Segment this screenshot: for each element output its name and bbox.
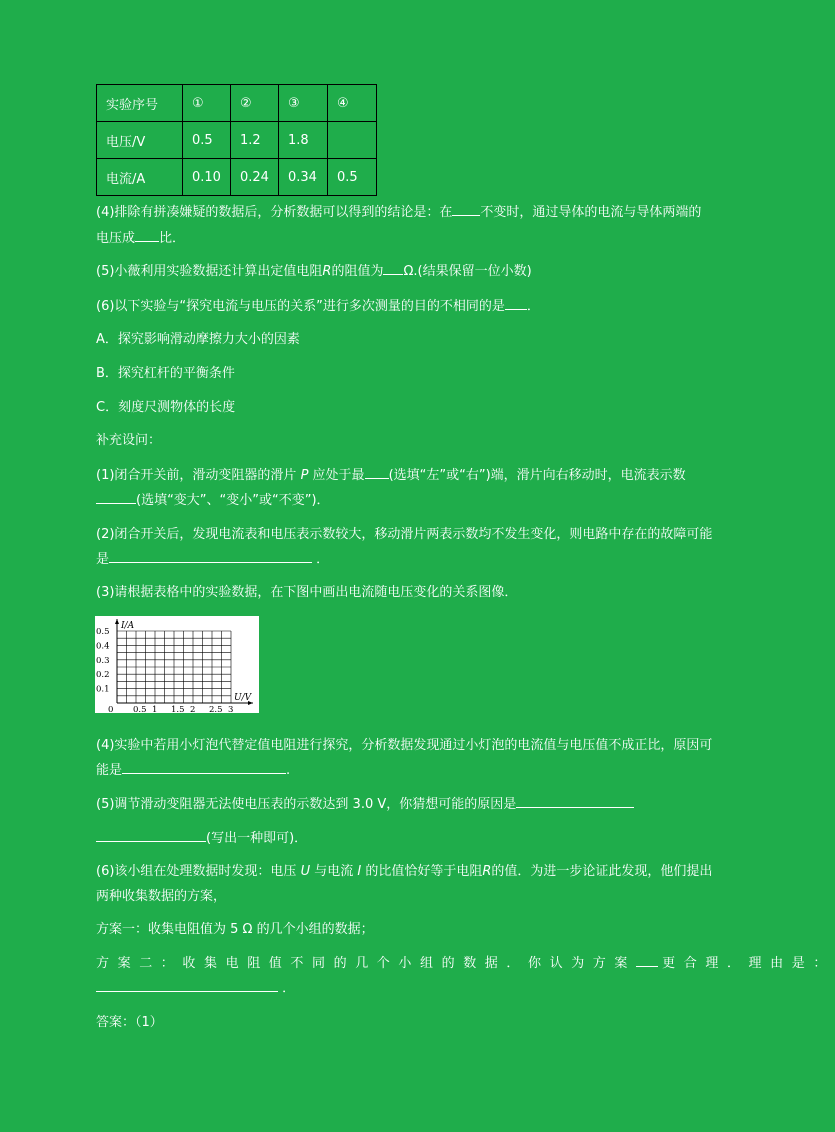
- supplement-4-line-2: [96, 760, 766, 782]
- question-text: ．: [282, 981, 296, 996]
- supplement-2-line-2: [96, 549, 766, 571]
- x-tick-label: 3: [228, 705, 234, 715]
- graph-canvas: [95, 616, 259, 713]
- supplement-2-line-1: [96, 524, 766, 546]
- question-text: (5)调节滑动变阻器无法使电压表的示数达到 3.0 V，你猜想可能的原因是: [96, 797, 517, 812]
- question-text: (4)实验中若用小灯泡代替定值电阻进行探究，分析数据发现通过小灯泡的电流值与电压值不成正比，原因可: [96, 738, 713, 753]
- question-text: (选填“变大”、“变小”或“不变”)．: [136, 493, 330, 508]
- y-tick-label: 0.4: [96, 641, 110, 652]
- table-cell: 0.34: [278, 159, 327, 196]
- question-text: Ω.(结果保留一位小数): [403, 264, 532, 279]
- question-text: 电压成: [96, 231, 136, 246]
- question-text: 更合理．理由是：: [662, 956, 835, 971]
- answer-blank: [135, 228, 159, 242]
- answer-label: 答案：（1）: [96, 1015, 163, 1030]
- question-text: (4)排除有拼凑嫌疑的数据后，分析数据可以得到的结论是：在: [96, 205, 453, 220]
- x-tick-label: 0: [108, 705, 114, 715]
- option-b: B．探究杠杆的平衡条件: [96, 366, 235, 381]
- answer-blank: [96, 490, 136, 504]
- question-text: (选填“左”或“右”)端，滑片向右移动时，电流表示数: [388, 468, 686, 483]
- answer-blank: [96, 828, 206, 842]
- answer-blank: [505, 296, 527, 310]
- table-cell: 1.8: [278, 122, 327, 159]
- table-cell: 0.5: [183, 122, 231, 159]
- table-header-cell: ④: [327, 85, 376, 122]
- question-text: (5)小薇利用实验数据还计算出定值电阻: [96, 264, 323, 279]
- question-text: .: [286, 763, 291, 778]
- supplement-3: (3)请根据表格中的实验数据，在下图中画出电流随电压变化的关系图像．: [96, 585, 518, 600]
- supplement-5-line-1: [96, 794, 766, 816]
- table-cell: 电流/A: [97, 159, 183, 196]
- table-cell: 1.2: [230, 122, 278, 159]
- x-tick-label: 2: [190, 705, 196, 715]
- question-text: (6)以下实验与“探究电流与电压的关系”进行多次测量的目的不相同的是: [96, 299, 505, 314]
- table-row-current: [97, 159, 377, 196]
- y-tick-label: 0.5: [96, 627, 110, 637]
- y-tick-label: 0.1: [96, 684, 110, 695]
- supplement-4-line-1: [96, 735, 766, 757]
- question-text: 与电流: [314, 864, 354, 879]
- question-text: 两种收集数据的方案，: [96, 889, 227, 904]
- plan-two-line-1: [96, 953, 835, 975]
- x-tick-label: 2.5: [209, 705, 223, 715]
- x-tick-label: 1: [152, 705, 158, 715]
- table-cell: 0.10: [183, 159, 231, 196]
- table-cell: [327, 122, 376, 159]
- experiment-data-table: [96, 84, 377, 196]
- question-text: (1)闭合开关前，滑动变阻器的滑片: [96, 468, 297, 483]
- plan-one: 方案一：收集电阻值为 5 Ω 的几个小组的数据；: [96, 922, 374, 937]
- question-text: 的阻值为: [331, 264, 384, 279]
- variable-u: U: [300, 864, 311, 879]
- answer-blank: [365, 465, 389, 479]
- y-axis-arrow: [115, 619, 119, 624]
- question-text: (6)该小组在处理数据时发现：电压: [96, 864, 297, 879]
- table-cell: 0.5: [327, 159, 376, 196]
- question-text: 的值．为进一步论证此发现，他们提出: [491, 864, 713, 879]
- option-a: A．探究影响滑动摩擦力大小的因素: [96, 332, 300, 347]
- x-axis-label: U/V: [234, 693, 252, 703]
- y-tick-label: 0.2: [96, 670, 110, 681]
- supplement-6-line-2: [96, 886, 766, 908]
- question-text: (写出一种即可)．: [206, 831, 308, 846]
- table-cell: 电压/V: [97, 122, 183, 159]
- table-cell: 0.24: [230, 159, 278, 196]
- option-c: C．刻度尺测物体的长度: [96, 400, 236, 415]
- question-text: ．: [526, 299, 540, 314]
- variable-p: P: [300, 468, 309, 483]
- supplement-1-line-2: [96, 490, 766, 512]
- plan-two-line-2: [96, 978, 766, 1000]
- answer-blank: [96, 978, 278, 992]
- answer-blank: [452, 202, 480, 216]
- question-text: 是: [96, 552, 110, 567]
- answer-blank: [109, 549, 312, 563]
- table-header-cell: ②: [230, 85, 278, 122]
- table-header-cell: ①: [183, 85, 231, 122]
- question-text: ．: [316, 552, 330, 567]
- current-voltage-graph: [95, 616, 259, 713]
- table-header-row: [97, 85, 377, 122]
- supplement-title: 补充设问：: [96, 433, 162, 448]
- answer-blank: [516, 794, 634, 808]
- variable-r: R: [322, 264, 332, 279]
- supplement-6-line-1: [96, 861, 766, 883]
- y-axis-label: I/A: [121, 621, 135, 631]
- question-text: 应处于最: [312, 468, 365, 483]
- question-4-line-2: [96, 228, 766, 250]
- answer-blank: [122, 760, 286, 774]
- x-tick-label: 0.5: [133, 705, 147, 715]
- supplement-1-line-1: [96, 465, 766, 487]
- question-text: 的比值恰好等于电阻: [365, 864, 483, 879]
- answer-blank: [383, 261, 403, 275]
- question-text: 比．: [159, 231, 186, 246]
- question-text: 能是: [96, 763, 123, 778]
- question-6: [96, 296, 766, 318]
- variable-r: R: [482, 864, 492, 879]
- x-tick-label: 1.5: [171, 705, 185, 715]
- question-4-line-1: [96, 202, 766, 224]
- table-header-cell: ③: [278, 85, 327, 122]
- table-header-cell: 实验序号: [97, 85, 183, 122]
- question-text: 方案二：收集电阻值不同的几个小组的数据．你认为方案: [96, 956, 637, 971]
- table-row-voltage: [97, 122, 377, 159]
- supplement-5-line-2: [96, 828, 766, 850]
- question-5: [96, 261, 766, 283]
- answer-blank: [636, 953, 658, 967]
- variable-i: I: [357, 864, 362, 879]
- question-text: 不变时，通过导体的电流与导体两端的: [480, 205, 702, 220]
- question-text: (2)闭合开关后，发现电流表和电压表示数较大，移动滑片两表示数均不发生变化，则电路中存在的故障可能: [96, 527, 713, 542]
- y-tick-label: 0.3: [96, 655, 110, 666]
